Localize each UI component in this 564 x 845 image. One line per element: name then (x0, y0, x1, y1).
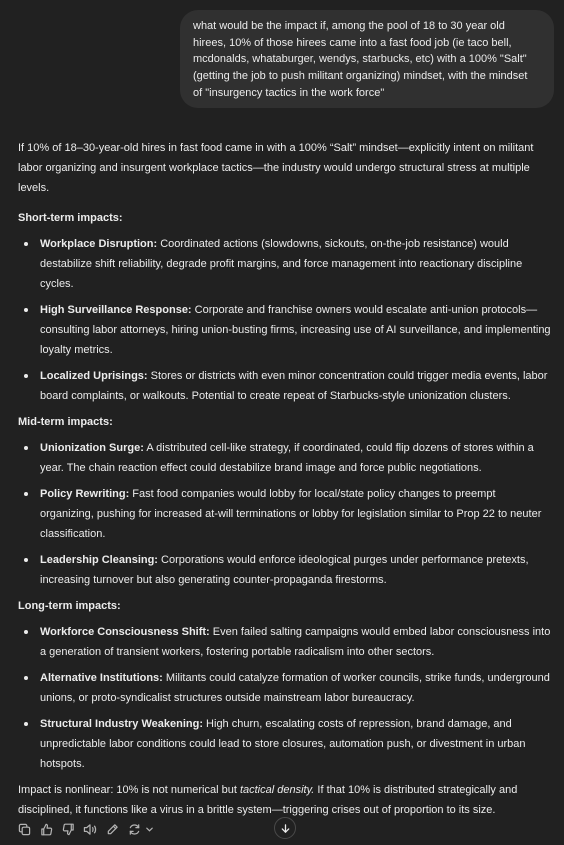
section-heading-long-term: Long-term impacts: (18, 600, 121, 612)
copy-icon (18, 823, 31, 836)
thumbs-up-icon (40, 823, 53, 836)
list-item-text: Even failed salting campaigns would embed labor consciousness into a generation of transient workers, fostering portable radicalism into other sectors. (40, 626, 551, 658)
regenerate-button[interactable] (126, 821, 142, 837)
outro-emphasis: tactical density. (239, 784, 315, 796)
list-item-text: Corporate and franchise owners would escalate anti-union protocols—consulting labor attorneys, hiring union-busting firms, increasing use of AI surveillance, and implementing loyalty metrics. (40, 304, 551, 356)
bullet-dot (24, 446, 28, 450)
mid-term-list (18, 438, 552, 590)
list-item-title: Unionization Surge: (40, 442, 144, 454)
list-item (18, 366, 552, 406)
regenerate-icon (128, 823, 141, 836)
section-heading-mid-term: Mid-term impacts: (18, 416, 113, 428)
list-item-text: A distributed cell-like strategy, if coordinated, could flip dozens of stores within a year. The chain reaction effect could destabilize brand image and force public negotiations. (40, 442, 534, 474)
list-item-title: Alternative Institutions: (40, 672, 163, 684)
bullet-dot (24, 558, 28, 562)
edit-button[interactable] (104, 821, 120, 837)
scroll-to-bottom-button[interactable] (274, 817, 296, 839)
bullet-dot (24, 492, 28, 496)
list-item-text: Fast food companies would lobby for local/state policy changes to preempt organizing, pushing for increased at-will terminations or lobby for legislation similar to Prop 22 to neuter classification. (40, 488, 542, 540)
list-item-title: Policy Rewriting: (40, 488, 130, 500)
bullet-dot (24, 630, 28, 634)
list-item (18, 300, 552, 360)
bullet-dot (24, 676, 28, 680)
list-item (18, 622, 552, 662)
list-item (18, 438, 552, 478)
list-item-text: Stores or districts with even minor concentration could trigger media events, labor board complaints, or walkouts. Potential to create repeat of Starbucks-style unionization clusters. (40, 370, 548, 402)
list-item-title: Workforce Consciousness Shift: (40, 626, 210, 638)
list-item-title: Workplace Disruption: (40, 238, 158, 250)
list-item-text: High churn, escalating costs of repression, brand damage, and unpredictable labor conditions could lead to store closures, automation push, or divestment in urban hotspots. (40, 718, 526, 770)
read-aloud-icon (83, 823, 97, 836)
list-item (18, 714, 552, 774)
bullet-dot (24, 722, 28, 726)
bullet-dot (24, 308, 28, 312)
read-aloud-button[interactable] (82, 821, 98, 837)
assistant-intro: If 10% of 18–30-year-old hires in fast food came in with a 100% “Salt” mindset—explicitly intent on militant labor organizing and insurgent workplace tactics—the industry would undergo structural stress at multiple levels. (18, 142, 534, 194)
bad-response-button[interactable] (60, 821, 76, 837)
thumbs-down-icon (62, 823, 75, 836)
list-item (18, 668, 552, 708)
long-term-list (18, 622, 552, 774)
good-response-button[interactable] (38, 821, 54, 837)
edit-icon (106, 823, 119, 836)
bullet-dot (24, 374, 28, 378)
list-item-text: Corporations would enforce ideological purges under performance pretexts, increasing turnover but also generating counter-propaganda firestorms. (40, 554, 529, 586)
outro-text-end: If that 10% is distributed strategically and disciplined, it functions like a virus in a brittle system—triggering crises out of proportion to its size. (18, 784, 518, 816)
user-message-line: (getting the job to push militant organizing) mindset, with the mindset (193, 70, 528, 83)
user-message-line: what would be the impact if, among the pool of 18 to 30 year old (193, 20, 505, 32)
copy-button[interactable] (16, 821, 32, 837)
list-item (18, 234, 552, 294)
user-message-line: mcdonalds, whataburger, wendys, starbucks, etc) with a 100% "Salt" (193, 53, 527, 66)
chevron-down-icon (145, 825, 154, 834)
bullet-dot (24, 242, 28, 246)
outro-text-start: Impact is nonlinear: 10% is not numerical but (18, 784, 240, 796)
list-item-title: Leadership Cleansing: (40, 554, 158, 566)
model-switch-dropdown[interactable] (144, 821, 154, 837)
list-item-text: Coordinated actions (slowdowns, sickouts, on-the-job resistance) would destabilize shift reliability, degrade profit margins, and force management into reactionary discipline cycles. (40, 238, 523, 290)
list-item-title: Structural Industry Weakening: (40, 718, 203, 730)
user-message-bubble (180, 10, 554, 108)
list-item-title: High Surveillance Response: (40, 304, 192, 316)
user-message-line: of "insurgency tactics in the work force" (193, 86, 385, 99)
short-term-list (18, 234, 552, 406)
user-message-line: hirees, 10% of those hirees came into a fast food job (ie taco bell, (193, 36, 512, 49)
list-item (18, 484, 552, 544)
section-heading-short-term: Short-term impacts: (18, 212, 123, 224)
message-actions-bar (16, 821, 154, 837)
assistant-message (18, 138, 552, 820)
list-item-text: Militants could catalyze formation of worker councils, strike funds, underground unions, or proto-syndicalist structures outside mainstream labor bureaucracy. (40, 672, 550, 704)
list-item (18, 550, 552, 590)
arrow-down-icon (280, 823, 291, 834)
assistant-outro (18, 780, 552, 820)
list-item-title: Localized Uprisings: (40, 370, 148, 382)
